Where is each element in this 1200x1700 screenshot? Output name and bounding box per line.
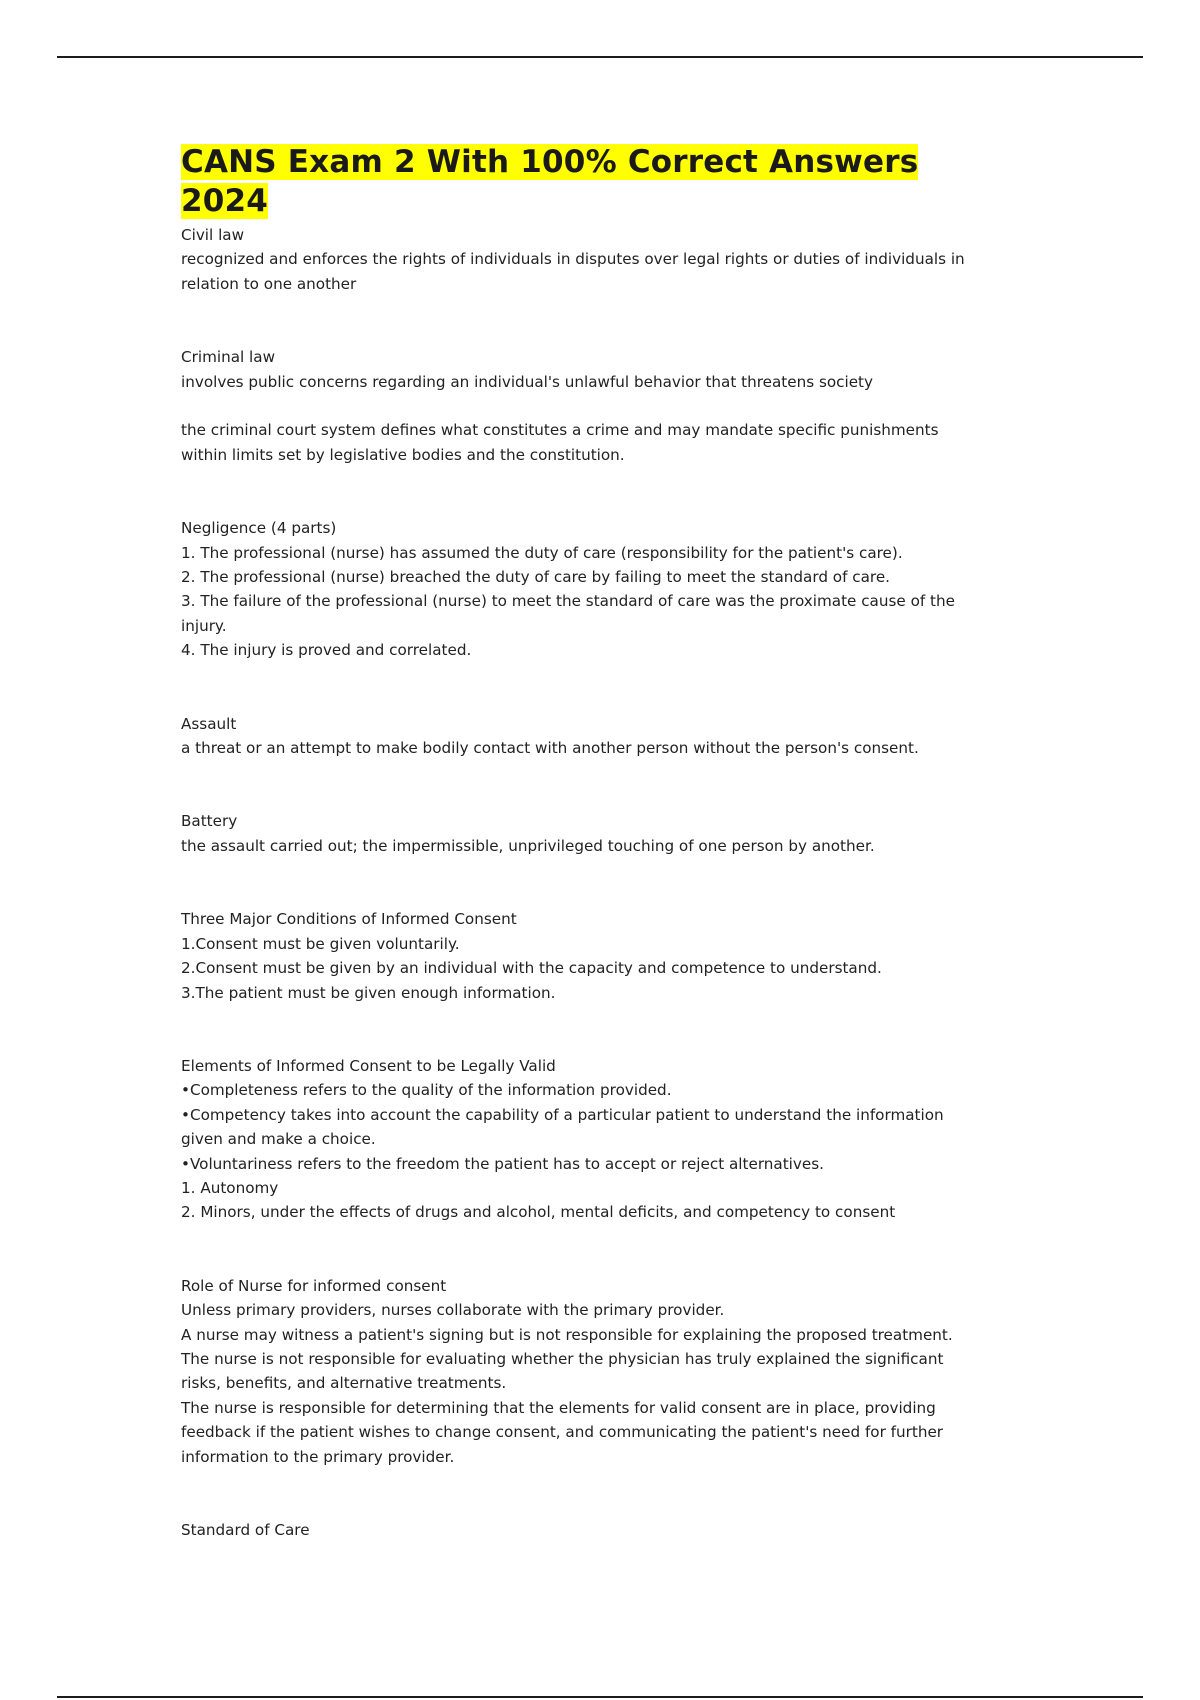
entry-line: information to the primary provider. [181,1447,455,1466]
qa-entry [181,712,1041,761]
qa-entry [181,223,1041,296]
document-body [181,143,1041,1542]
entry-line: 3. The failure of the professional (nurse) to meet the standard of care was the proximate cause of the [181,592,955,611]
entry-term: Negligence (4 parts) [181,519,337,538]
entry-line: the criminal court system defines what constitutes a crime and may mandate specific punishments [181,421,939,440]
entry-line: •Completeness refers to the quality of the information provided. [181,1081,672,1100]
qa-list [181,223,1041,1542]
entry-line: within limits set by legislative bodies and the constitution. [181,445,625,464]
entry-term: Role of Nurse for informed consent [181,1276,447,1295]
entry-line: feedback if the patient wishes to change consent, and communicating the patient's need for further [181,1423,944,1442]
paragraph-gap [181,394,1041,418]
document-title [181,143,1041,221]
entry-term: Elements of Informed Consent to be Legally Valid [181,1056,556,1075]
entry-term: Civil law [181,226,245,244]
entry-line: The nurse is responsible for determining that the elements for valid consent are in place, providing [181,1398,936,1417]
entry-line: 3.The patient must be given enough information. [181,983,556,1002]
title-line-1: CANS Exam 2 With 100% Correct Answers [181,144,919,180]
entry-line: involves public concerns regarding an individual's unlawful behavior that threatens society [181,372,874,391]
entry-line: injury. [181,616,227,635]
entry-term: Criminal law [181,348,276,367]
entry-line: 1.Consent must be given voluntarily. [181,934,460,953]
entry-line: Unless primary providers, nurses collaborate with the primary provider. [181,1301,725,1320]
title-line-2: 2024 [181,183,269,219]
entry-line: relation to one another [181,274,357,293]
entry-line: 4. The injury is proved and correlated. [181,641,472,660]
qa-entry [181,516,1041,662]
entry-term: Assault [181,714,237,733]
entry-line: 2. The professional (nurse) breached the duty of care by failing to meet the standard of care. [181,568,891,587]
entry-line: 1. Autonomy [181,1178,279,1197]
entry-line: the assault carried out; the impermissible, unprivileged touching of one person by another. [181,836,875,855]
entry-line: 2.Consent must be given by an individual with the capacity and competence to understand. [181,959,882,978]
entry-line: 1. The professional (nurse) has assumed the duty of care (responsibility for the patient's care). [181,543,903,562]
entry-line: •Competency takes into account the capability of a particular patient to understand the information [181,1105,944,1124]
entry-line: •Voluntariness refers to the freedom the patient has to accept or reject alternatives. [181,1154,824,1173]
entry-line: The nurse is not responsible for evaluating whether the physician has truly explained the significant [181,1349,944,1368]
qa-entry [181,907,1041,1005]
qa-entry [181,1274,1041,1469]
qa-entry [181,809,1041,858]
qa-entry [181,1518,1041,1542]
entry-line: given and make a choice. [181,1130,376,1149]
top-rule [57,56,1143,58]
entry-line: a threat or an attempt to make bodily contact with another person without the person's consent. [181,739,919,758]
entry-term: Standard of Care [181,1521,310,1540]
qa-entry [181,1054,1041,1225]
entry-line: A nurse may witness a patient's signing but is not responsible for explaining the proposed treatment. [181,1325,953,1344]
entry-term: Three Major Conditions of Informed Consent [181,910,517,929]
bottom-rule [57,1696,1143,1698]
qa-entry [181,345,1041,467]
entry-line: risks, benefits, and alternative treatments. [181,1374,507,1393]
entry-term: Battery [181,812,238,831]
entry-line: 2. Minors, under the effects of drugs and alcohol, mental deficits, and competency to consent [181,1203,896,1222]
entry-line: recognized and enforces the rights of individuals in disputes over legal rights or duties of individuals in [181,250,965,269]
